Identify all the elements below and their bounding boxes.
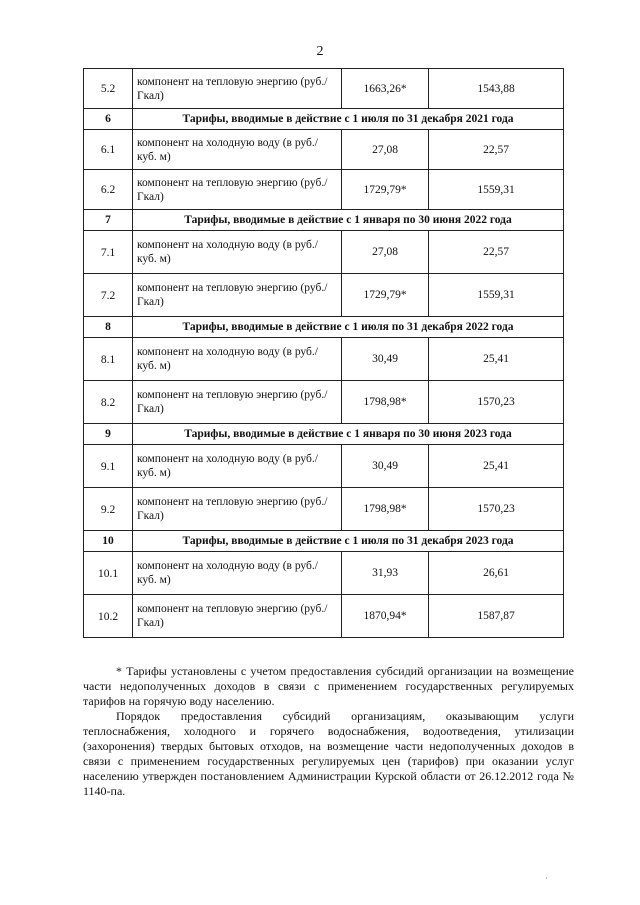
table-row (84, 445, 564, 488)
tariff-value: 1729,79* (342, 170, 429, 210)
tariff-value-excl-vat: 1587,87 (429, 595, 564, 638)
tariff-value: 1798,98* (342, 488, 429, 531)
section-number: 8 (84, 317, 133, 338)
tariffs-table (83, 68, 564, 638)
row-description: компонент на тепловую энергию (руб./Гкал) (133, 381, 342, 424)
tariff-value-excl-vat: 26,61 (429, 552, 564, 595)
row-number: 10.2 (84, 595, 133, 638)
tariff-value-excl-vat: 1543,88 (429, 69, 564, 109)
section-title: Тарифы, вводимые в действие с 1 января по 30 июня 2023 года (133, 424, 564, 445)
section-number: 7 (84, 210, 133, 231)
table-row (84, 381, 564, 424)
section-number: 10 (84, 531, 133, 552)
row-number: 6.1 (84, 130, 133, 170)
tariff-value: 1729,79* (342, 274, 429, 317)
row-number: 7.1 (84, 231, 133, 274)
tariff-value-excl-vat: 22,57 (429, 231, 564, 274)
row-number: 6.2 (84, 170, 133, 210)
page-number: 2 (316, 44, 324, 59)
table-row (84, 231, 564, 274)
section-header-row (84, 210, 564, 231)
row-number: 8.1 (84, 338, 133, 381)
tariff-value-excl-vat: 22,57 (429, 130, 564, 170)
tariff-value: 1798,98* (342, 381, 429, 424)
subsidy-procedure-paragraph: Порядок предоставления субсидий организациям, оказывающим услуги теплоснабжения, холодного и горячего водоснабжения, водоотведения, утилизации (захоронения) твердых бытовых отходов, на возмещение части недополученных доходов в связи с применением государственных регулируемых цен (тарифов) при оказании услуг населению утвержден постановлением Администрации Курской области от 26.12.2012 года № 1140-па. (83, 709, 574, 798)
tariff-value: 31,93 (342, 552, 429, 595)
section-number: 6 (84, 109, 133, 130)
table-row (84, 488, 564, 531)
table-row (84, 338, 564, 381)
section-number: 9 (84, 424, 133, 445)
tariff-value: 27,08 (342, 231, 429, 274)
row-description: компонент на холодную воду (в руб./куб. м) (133, 338, 342, 381)
tariff-value-excl-vat: 25,41 (429, 338, 564, 381)
row-description: компонент на тепловую энергию (руб./Гкал) (133, 488, 342, 531)
footnote-subsidy-note: * Тарифы установлены с учетом предоставления субсидий организации на возмещение части недополученных доходов в связи с применением государственных регулируемых тарифов на горячую воду населению. (83, 664, 574, 708)
row-number: 9.1 (84, 445, 133, 488)
tariff-value-excl-vat: 1559,31 (429, 170, 564, 210)
table-row (84, 274, 564, 317)
scan-mark: · (545, 874, 548, 883)
table-row (84, 595, 564, 638)
row-description: компонент на тепловую энергию (руб./Гкал) (133, 274, 342, 317)
tariff-value: 1870,94* (342, 595, 429, 638)
tariff-value-excl-vat: 1570,23 (429, 488, 564, 531)
row-description: компонент на тепловую энергию (руб./Гкал) (133, 170, 342, 210)
tariff-value: 30,49 (342, 445, 429, 488)
section-header-row (84, 424, 564, 445)
table-row (84, 69, 564, 109)
section-title: Тарифы, вводимые в действие с 1 января по 30 июня 2022 года (133, 210, 564, 231)
row-number: 10.1 (84, 552, 133, 595)
row-number: 8.2 (84, 381, 133, 424)
section-title: Тарифы, вводимые в действие с 1 июля по 31 декабря 2023 года (133, 531, 564, 552)
tariff-value: 30,49 (342, 338, 429, 381)
table-row (84, 130, 564, 170)
tariff-value: 27,08 (342, 130, 429, 170)
row-description: компонент на холодную воду (в руб./куб. м) (133, 130, 342, 170)
row-description: компонент на холодную воду (в руб./куб. м) (133, 445, 342, 488)
row-number: 7.2 (84, 274, 133, 317)
table-row (84, 552, 564, 595)
row-description: компонент на холодную воду (в руб./куб. м) (133, 552, 342, 595)
section-header-row (84, 109, 564, 130)
tariff-value-excl-vat: 25,41 (429, 445, 564, 488)
tariff-value-excl-vat: 1559,31 (429, 274, 564, 317)
tariff-value: 1663,26* (342, 69, 429, 109)
row-number: 9.2 (84, 488, 133, 531)
table-row (84, 170, 564, 210)
row-description: компонент на холодную воду (в руб./куб. м) (133, 231, 342, 274)
row-description: компонент на тепловую энергию (руб./Гкал) (133, 69, 342, 109)
row-number: 5.2 (84, 69, 133, 109)
section-header-row (84, 531, 564, 552)
section-title: Тарифы, вводимые в действие с 1 июля по 31 декабря 2021 года (133, 109, 564, 130)
section-header-row (84, 317, 564, 338)
row-description: компонент на тепловую энергию (руб./Гкал) (133, 595, 342, 638)
section-title: Тарифы, вводимые в действие с 1 июля по 31 декабря 2022 года (133, 317, 564, 338)
tariff-value-excl-vat: 1570,23 (429, 381, 564, 424)
